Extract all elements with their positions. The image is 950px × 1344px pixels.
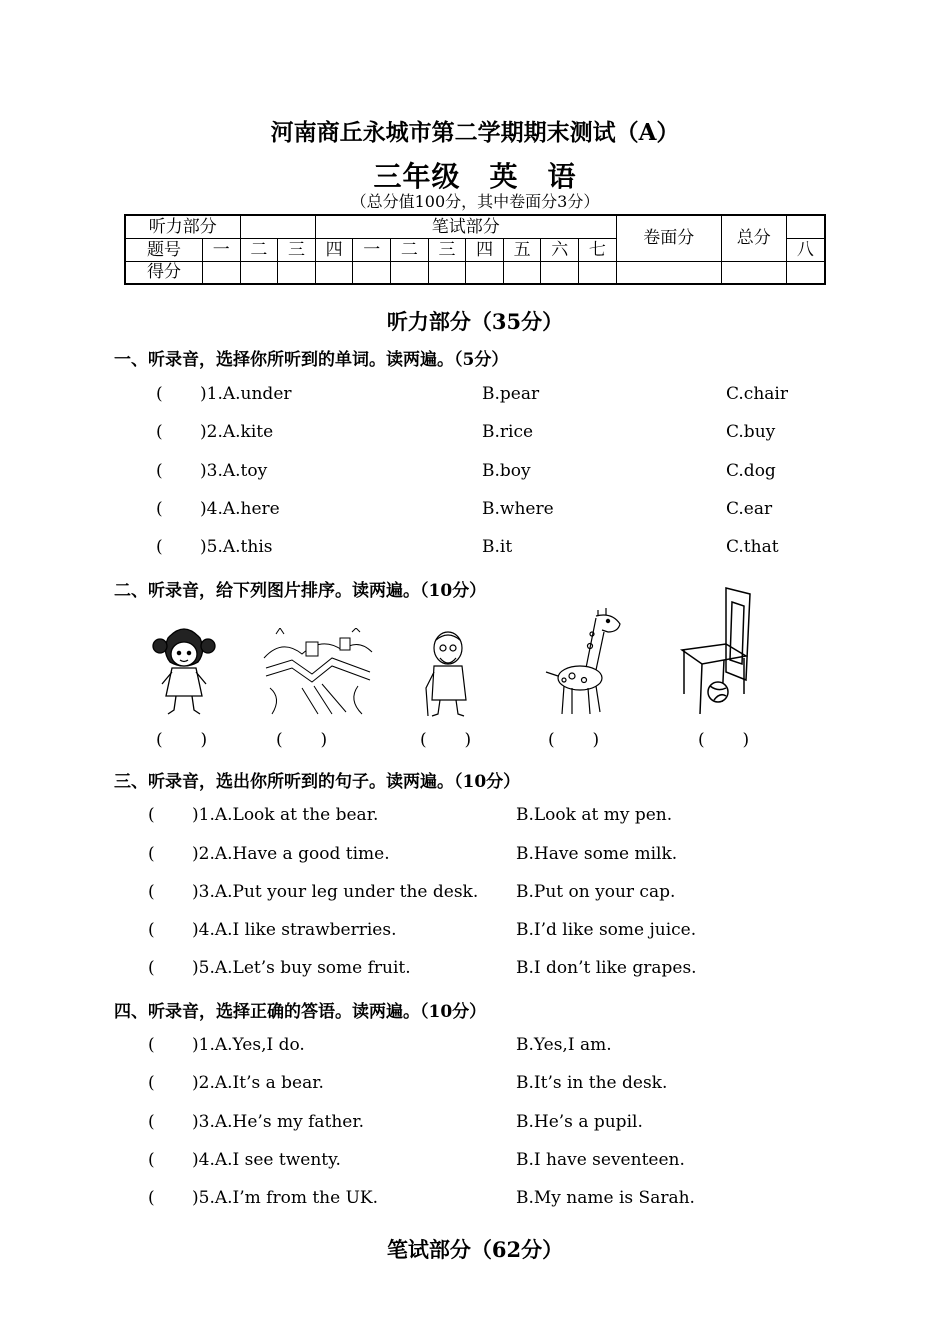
option-b: B.it xyxy=(482,537,513,557)
option-b: B.Have some milk. xyxy=(516,844,678,864)
option-a: )5.A.this xyxy=(200,537,273,557)
score-cell[interactable] xyxy=(203,261,241,284)
option-a: )4.A.here xyxy=(200,499,280,519)
answer-blank[interactable]: ( xyxy=(148,1073,155,1093)
score-cell[interactable] xyxy=(721,261,786,284)
answer-blank[interactable]: ( xyxy=(148,1150,155,1170)
option-c: C.buy xyxy=(726,422,776,442)
option-a: )3.A.Put your leg under the desk. xyxy=(192,882,479,902)
option-a: )2.A.It’s a bear. xyxy=(192,1073,324,1093)
answer-blank[interactable]: ( xyxy=(156,461,163,481)
option-b: B.My name is Sarah. xyxy=(516,1188,695,1208)
answer-blank[interactable]: ( xyxy=(148,805,155,825)
written-col: 七 xyxy=(579,238,617,261)
listening-col: 四 xyxy=(315,238,353,261)
written-section-heading: 笔试部分（62分） xyxy=(386,1237,564,1262)
answer-blank[interactable]: ( xyxy=(148,1035,155,1055)
exam-title: 河南商丘永城市第二学期期末测试（A） xyxy=(270,119,680,146)
listening-col: 二 xyxy=(240,238,278,261)
exam-subtitle: 三年级 英 语 xyxy=(373,160,577,193)
picture-order-blank[interactable]: ( ) xyxy=(156,730,208,750)
listening-section-heading: 听力部分（35分） xyxy=(386,309,564,334)
score-cell[interactable] xyxy=(278,261,316,284)
answer-blank[interactable]: ( xyxy=(156,422,163,442)
score-cell[interactable] xyxy=(315,261,353,284)
option-b: B.where xyxy=(482,499,554,519)
score-cell[interactable] xyxy=(353,261,391,284)
option-a: )1.A.under xyxy=(200,384,292,404)
picture-order-blank[interactable]: ( ) xyxy=(276,730,328,750)
question-1-title: 一、听录音，选择你所听到的单词。读两遍。（5分） xyxy=(114,350,509,370)
option-c: C.ear xyxy=(726,499,773,519)
option-a: )4.A.I see twenty. xyxy=(192,1150,341,1170)
answer-blank[interactable]: ( xyxy=(156,499,163,519)
option-c: C.that xyxy=(726,537,779,557)
chair-picture xyxy=(676,584,760,718)
written-col: 三 xyxy=(428,238,466,261)
option-b: B.I have seventeen. xyxy=(516,1150,685,1170)
grandpa-picture xyxy=(420,628,478,718)
question-3-title: 三、听录音，选出你所听到的句子。读两遍。（10分） xyxy=(114,772,521,792)
total-score-header: 总分 xyxy=(721,215,786,261)
answer-blank[interactable]: ( xyxy=(148,882,155,902)
paper-score-header: 卷面分 xyxy=(616,215,721,261)
listening-col: 三 xyxy=(278,238,316,261)
option-c: C.chair xyxy=(726,384,788,404)
option-a: )5.A.Let’s buy some fruit. xyxy=(192,958,411,978)
option-b: B.I’d like some juice. xyxy=(516,920,697,940)
option-a: )4.A.I like strawberries. xyxy=(192,920,397,940)
written-col: 五 xyxy=(503,238,541,261)
score-cell[interactable] xyxy=(240,261,278,284)
question-number-label: 题号 xyxy=(125,238,203,261)
score-table xyxy=(124,214,826,285)
option-a: )2.A.Have a good time. xyxy=(192,844,390,864)
answer-blank[interactable]: ( xyxy=(148,1188,155,1208)
written-header: 笔试部分 xyxy=(315,215,616,238)
answer-blank[interactable]: ( xyxy=(148,1112,155,1132)
score-cell[interactable] xyxy=(541,261,579,284)
answer-blank[interactable]: ( xyxy=(148,920,155,940)
picture-order-blank[interactable]: ( ) xyxy=(420,730,472,750)
answer-blank[interactable]: ( xyxy=(148,958,155,978)
option-a: )5.A.I’m from the UK. xyxy=(192,1188,379,1208)
option-b: B.rice xyxy=(482,422,534,442)
picture-order-blank[interactable]: ( ) xyxy=(698,730,750,750)
option-b: B.I don’t like grapes. xyxy=(516,958,697,978)
score-note: （总分值100分，其中卷面分3分） xyxy=(350,192,600,211)
option-b: B.He’s a pupil. xyxy=(516,1112,643,1132)
option-a: )1.A.Yes,I do. xyxy=(192,1035,305,1055)
option-a: )2.A.kite xyxy=(200,422,274,442)
option-c: C.dog xyxy=(726,461,776,481)
option-b: B.Look at my pen. xyxy=(516,805,673,825)
score-cell[interactable] xyxy=(503,261,541,284)
option-a: )3.A.toy xyxy=(200,461,268,481)
score-cell[interactable] xyxy=(466,261,504,284)
picture-order-blank[interactable]: ( ) xyxy=(548,730,600,750)
option-a: )3.A.He’s my father. xyxy=(192,1112,365,1132)
score-row-label: 得分 xyxy=(125,261,203,284)
listening-header: 听力部分 xyxy=(125,215,240,238)
written-col: 六 xyxy=(541,238,579,261)
question-4-title: 四、听录音，选择正确的答语。读两遍。（10分） xyxy=(114,1002,487,1022)
answer-blank[interactable]: ( xyxy=(156,384,163,404)
option-b: B.boy xyxy=(482,461,531,481)
score-cell[interactable] xyxy=(579,261,617,284)
option-b: B.pear xyxy=(482,384,540,404)
option-b: B.Put on your cap. xyxy=(516,882,676,902)
great-wall-picture xyxy=(262,628,374,716)
answer-blank[interactable]: ( xyxy=(148,844,155,864)
score-cell[interactable] xyxy=(391,261,429,284)
listening-header-filler xyxy=(240,215,315,238)
option-a: )1.A.Look at the bear. xyxy=(192,805,379,825)
written-col: 八 xyxy=(786,238,825,261)
question-2-title: 二、听录音，给下列图片排序。读两遍。（10分） xyxy=(114,581,487,601)
listening-col: 一 xyxy=(203,238,241,261)
written-col: 二 xyxy=(391,238,429,261)
option-b: B.It’s in the desk. xyxy=(516,1073,668,1093)
score-cell[interactable] xyxy=(616,261,721,284)
answer-blank[interactable]: ( xyxy=(156,537,163,557)
giraffe-picture xyxy=(542,606,626,718)
written-col: 四 xyxy=(466,238,504,261)
written-col: 一 xyxy=(353,238,391,261)
option-b: B.Yes,I am. xyxy=(516,1035,612,1055)
score-cell[interactable] xyxy=(428,261,466,284)
girl-picture xyxy=(150,618,218,718)
score-cell[interactable] xyxy=(786,261,825,284)
